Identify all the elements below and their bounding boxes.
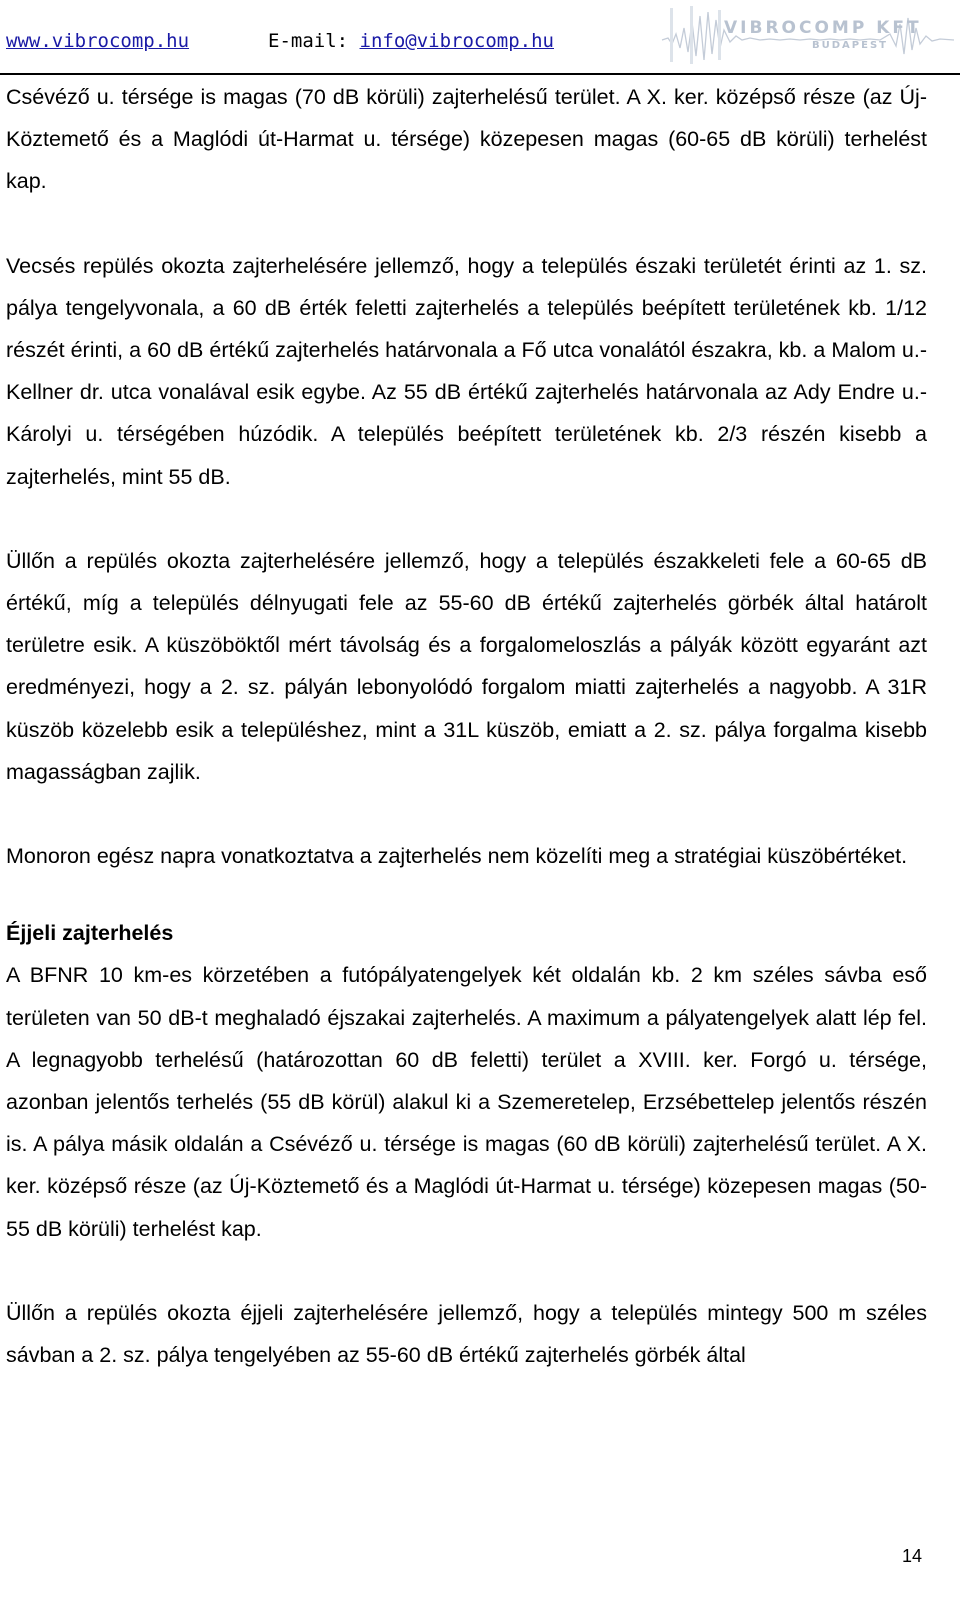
page-number: 14 [902, 1546, 923, 1566]
email-line [268, 30, 554, 52]
website-link-wrap [6, 30, 189, 52]
paragraph-2: Vecsés repülés okozta zajterhelésére jellemző, hogy a település északi területét érinti az 1. sz. pálya tengelyvonala, a 60 dB érték feletti zajterhelés a település beépített területének kb. 1/12 részét érinti, a 60 dB értékű zajterhelés határvonala a Fő utca vonalától északra, kb. a Malom u.-Kellner dr. utca vonalával esik egybe. Az 55 dB értékű zajterhelés határvonala az Ady Endre u.-Károlyi u. térségében húzódik. A település beépített területének kb. 2/3 részén kisebb a zajterhelés, mint 55 dB. [6, 253, 927, 489]
page-header [0, 0, 960, 74]
logo-text: VIBROCOMP KFT [724, 18, 922, 38]
logo-subtext: BUDAPEST [812, 40, 888, 51]
vibrocomp-logo [660, 4, 956, 66]
paragraph-1: Csévéző u. térsége is magas (70 dB körüli) zajterhelésű terület. A X. ker. középső része (az Új-Köztemető és a Maglódi út-Harmat u. térsége) közepesen magas (60-65 dB körüli) terhelést kap. [6, 85, 927, 194]
email-label: E-mail: [268, 30, 349, 52]
header-divider [0, 73, 960, 75]
paragraph-5: A BFNR 10 km-es körzetében a futópályatengelyek két oldalán kb. 2 km széles sávba eső területen van 50 dB-t meghaladó éjszakai zajterhelés. A maximum a pályatengelyek alatt lép fel. A legnagyobb terhelésű (határozottan 60 dB feletti) terület a XVIII. ker. Forgó u. térsége, azonban jelentős terhelés (55 dB körül) alakul ki a Szemeretelep, Erzsébettelep jelentős részén is. A pálya másik oldalán a Csévéző u. térsége is magas (60 dB körüli) zajterhelésű terület. A X. ker. középső része (az Új-Köztemető és a Maglódi út-Harmat u. térsége) közepesen magas (50-55 dB körüli) terhelést kap. [6, 963, 927, 1241]
paragraph-6: Üllőn a repülés okozta éjjeli zajterhelésére jellemző, hogy a település mintegy 500 m széles sávban a 2. sz. pálya tengelyében az 55-60 dB értékű zajterhelés görbék által [6, 1300, 927, 1368]
paragraph-4: Monoron egész napra vonatkoztatva a zajterhelés nem közelíti meg a stratégiai küszöbértéket. [6, 844, 908, 869]
website-link[interactable]: www.vibrocomp.hu [6, 30, 190, 52]
paragraph-3: Üllőn a repülés okozta zajterhelésére jellemző, hogy a település északkeleti fele a 60-65 dB értékű, míg a település délnyugati fele az 55-60 dB értékű zajterhelés görbék által határolt területre esik. A küszöböktől mért távolság és a forgalomeloszlás a pályák között egyaránt azt eredményezi, hogy a 2. sz. pályán lebonyolódó forgalom miatti zajterhelés a nagyobb. A 31R küszöb közelebb esik a településhez, mint a 31L küszöb, emiatt a 2. sz. pálya forgalma kisebb magasságban zajlik. [6, 548, 927, 784]
section-heading: Éjjeli zajterhelés [6, 921, 174, 946]
document-body [6, 76, 927, 1376]
email-link[interactable]: info@vibrocomp.hu [359, 30, 554, 52]
